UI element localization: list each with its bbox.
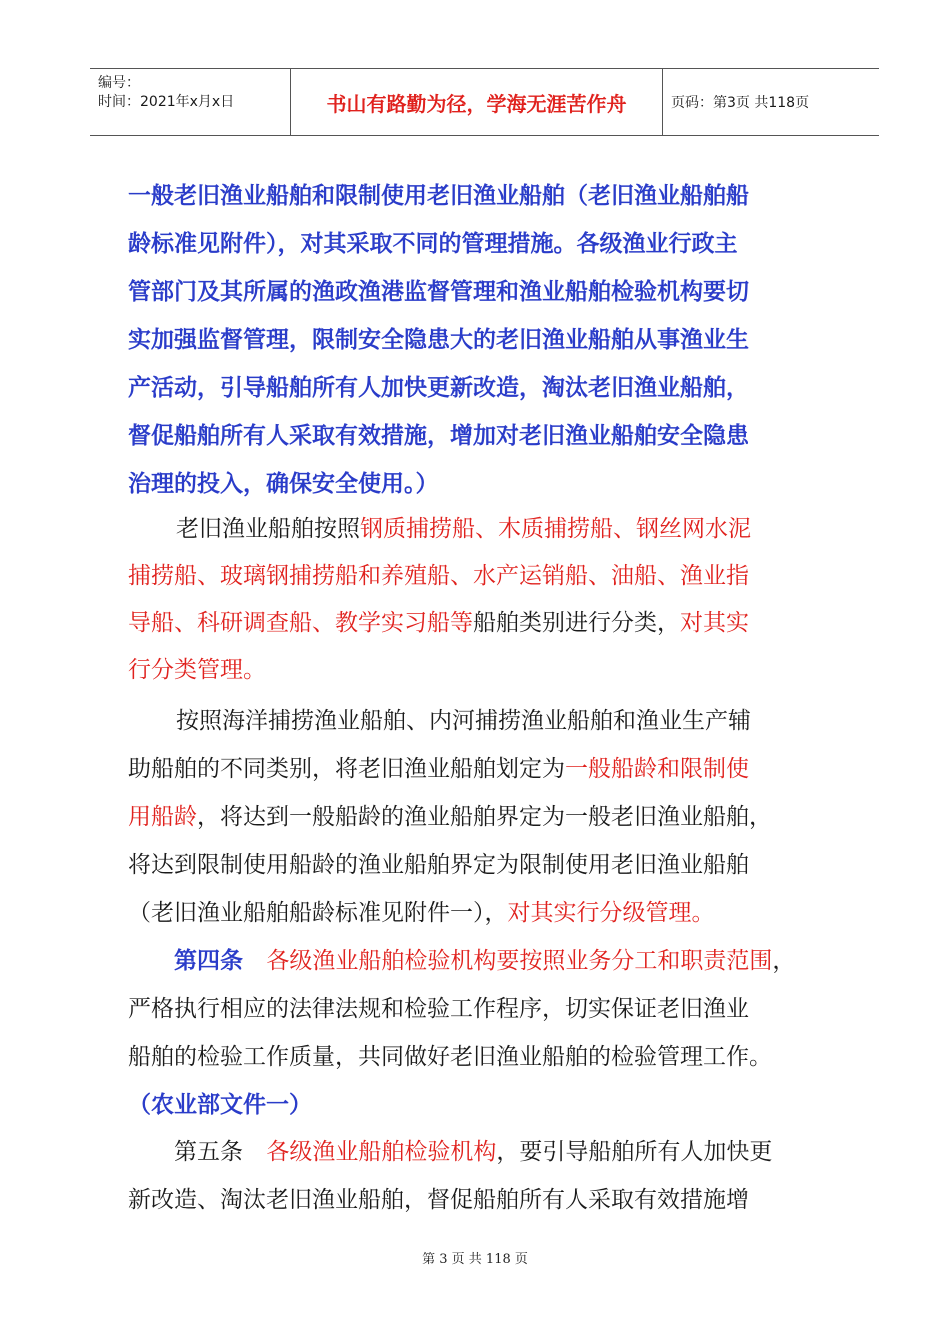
text-line: 捕捞船、玻璃钢捕捞船和养殖船、水产运销船、油船、渔业指: [128, 563, 749, 589]
article-5: [128, 1128, 828, 1224]
paragraph-age-grading: [128, 697, 828, 937]
source-note: （农业部文件一）: [128, 1092, 312, 1118]
header-page-cell: [663, 69, 879, 135]
text-line: 龄标准见附件），对其采取不同的管理措施。各级渔业行政主: [128, 231, 738, 257]
page-footer: 第 3 页 共 118 页: [422, 1252, 528, 1267]
article-5-title: 第五条: [174, 1139, 243, 1165]
text-line: 第五条 各级渔业船舶检验机构，要引导船舶所有人加快更: [174, 1139, 773, 1165]
text-line: 治理的投入，确保安全使用。）: [128, 471, 439, 497]
text-line: 将达到限制使用船龄的渔业船舶界定为限制使用老旧渔业船舶: [128, 852, 749, 878]
text-line: 实加强监督管理，限制安全隐患大的老旧渔业船舶从事渔业生: [128, 327, 749, 353]
header-motto-cell: [291, 69, 663, 135]
text-line: （老旧渔业船舶船龄标准见附件一），对其实行分级管理。: [128, 900, 715, 926]
text-line: 船舶的检验工作质量，共同做好老旧渔业船舶的检验管理工作。: [128, 1044, 772, 1070]
paragraph-classification: [128, 506, 828, 694]
text-line: 一般老旧渔业船舶和限制使用老旧渔业船舶（老旧渔业船舶船: [128, 183, 749, 209]
page-header: [90, 68, 879, 136]
document-number-label: 编号：: [98, 75, 140, 91]
article-4-title: 第四条: [174, 948, 243, 974]
header-meta: [90, 69, 291, 135]
text-line: 第四条 各级渔业船舶检验机构要按照业务分工和职责范围，: [174, 948, 796, 974]
text-line: 新改造、淘汰老旧渔业船舶，督促船舶所有人采取有效措施增: [128, 1187, 749, 1213]
text-line: 老旧渔业船舶按照钢质捕捞船、木质捕捞船、钢丝网水泥: [176, 516, 751, 542]
text-line: 用船龄，将达到一般船龄的渔业船舶界定为一般老旧渔业船舶，: [128, 804, 772, 830]
header-page-label: 页码：第3页 共118页: [671, 95, 810, 111]
article-4: [128, 937, 828, 1129]
text-line: 严格执行相应的法律法规和检验工作程序，切实保证老旧渔业: [128, 996, 749, 1022]
text-line: 督促船舶所有人采取有效措施，增加对老旧渔业船舶安全隐患: [128, 423, 749, 449]
text-line: 行分类管理。: [128, 657, 266, 683]
document-time-label: 时间：2021年x月x日: [98, 94, 235, 110]
text-line: 管部门及其所属的渔政渔港监督管理和渔业船舶检验机构要切: [128, 279, 749, 305]
text-line: 产活动，引导船舶所有人加快更新改造，淘汰老旧渔业船舶，: [128, 375, 749, 401]
text-line: 导船、科研调查船、教学实习船等船舶类别进行分类，对其实: [128, 610, 749, 636]
header-motto: 书山有路勤为径，学海无涯苦作舟: [326, 91, 627, 116]
text-line: 助船舶的不同类别，将老旧渔业船舶划定为一般船龄和限制使: [128, 756, 749, 782]
paragraph-blue: [128, 172, 828, 508]
text-line: 按照海洋捕捞渔业船舶、内河捕捞渔业船舶和渔业生产辅: [176, 708, 751, 734]
